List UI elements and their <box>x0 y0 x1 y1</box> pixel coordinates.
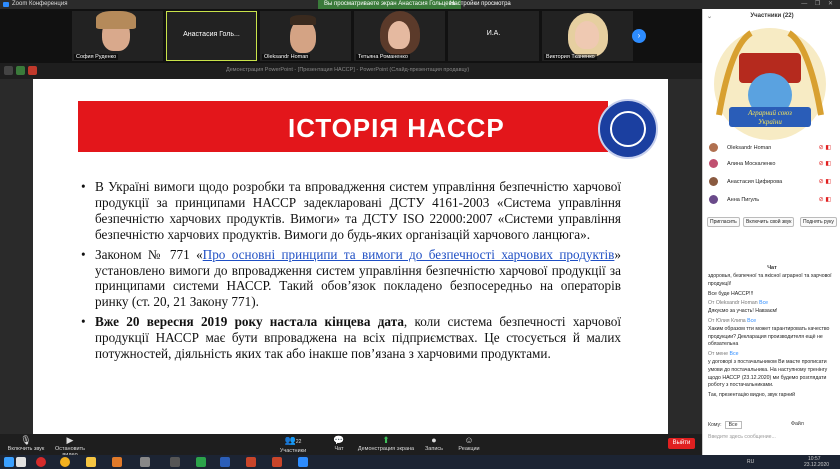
chat-message <box>708 351 836 390</box>
meeting-toolbar <box>0 434 702 455</box>
participant-name: Анастасия Цифирова <box>727 179 783 185</box>
chat-message <box>708 300 836 316</box>
language-indicator[interactable]: RU <box>747 459 755 465</box>
avatar <box>575 21 599 49</box>
bullet-dot-icon: • <box>81 314 86 330</box>
participant-row[interactable] <box>709 158 837 170</box>
agrarian-union-logo-icon <box>711 25 829 143</box>
muted-mic-icon: ⊘ ◧ <box>818 179 831 185</box>
host-icon <box>4 66 13 75</box>
share-screen-button[interactable] <box>355 435 417 452</box>
video-tile[interactable] <box>542 11 633 61</box>
chat-recipient: Все <box>747 317 757 324</box>
side-panel <box>702 9 840 455</box>
sharing-banner: Вы просматриваете экран Анастасия Гольцева <box>318 0 461 9</box>
chat-message <box>708 392 836 400</box>
participant-row[interactable] <box>709 142 837 154</box>
chat-message <box>708 318 836 349</box>
video-on-icon <box>16 66 25 75</box>
slide-title-banner <box>78 101 608 152</box>
chat-sender: От Юлия Клипа <box>708 317 746 324</box>
record-icon: ● <box>431 435 437 445</box>
video-tile[interactable] <box>448 11 539 61</box>
chat-text: Хаким образом тти может гарантировать качество продукции? Декларация производителя ещё не обязательна <box>708 325 830 348</box>
to-label: Кому: <box>708 422 722 428</box>
pdf-icon[interactable] <box>272 457 282 467</box>
deadline-text: Вже 20 вересня 2019 року настала кінцева дата <box>95 314 404 330</box>
chat-text: Все буде НАССР!!! <box>708 290 754 297</box>
chat-text: Так, презентацію видно, звук гарний <box>708 392 796 399</box>
bullet-text: , коли система безпечності харчової продукції НАССР має бути впроваджена на всіх підприємствах. Це стосується й малих потужностей, діяльність яких так або інакше пов’язана з харчовими продуктами. <box>95 314 621 362</box>
word-icon[interactable] <box>220 457 230 467</box>
participant-name: Тетьяна Романенко <box>358 54 408 60</box>
clock-time[interactable]: 10:57 <box>808 456 821 462</box>
folder-icon[interactable] <box>86 457 96 467</box>
chat-message <box>708 291 836 299</box>
chat-label: Чат <box>334 446 344 452</box>
participant-name: Анастасия Голь... <box>183 31 240 38</box>
presentation-slide <box>33 79 668 434</box>
bullet-item <box>81 179 621 243</box>
chat-message-input[interactable]: Введите здесь сообщение... <box>708 434 776 440</box>
app-icon[interactable] <box>170 457 180 467</box>
collapse-icon[interactable]: ⌄ <box>707 14 713 20</box>
share-label: Демонстрация экрана <box>357 446 415 452</box>
chat-button[interactable] <box>330 435 348 452</box>
emblem-ring <box>610 111 646 147</box>
unmute-button[interactable] <box>6 435 46 452</box>
participants-title: Участники (22) <box>750 13 794 19</box>
video-strip <box>0 9 702 63</box>
microphone-muted-icon: 🎙 <box>20 435 32 445</box>
chevron-right-icon: › <box>637 31 641 40</box>
window-titlebar <box>0 0 840 9</box>
chat-message <box>708 273 836 289</box>
app-icon[interactable] <box>112 457 122 467</box>
muted-mic-icon: ⊘ ◧ <box>818 161 831 167</box>
chat-text: Дякуємо за участь! Навзаєм! <box>708 308 778 315</box>
participants-header <box>703 13 840 19</box>
hair <box>96 11 136 29</box>
bullet-text: » установлено вимоги до впровадження систем управління безпечністю харчової продукції за принципами системи НАССР. Такий обов’язок покладено безпосередньо на операторів ринку (ст. 20, 21 Закону 771). <box>95 246 621 310</box>
reactions-button[interactable] <box>455 435 483 452</box>
bullet-item <box>81 247 621 311</box>
participants-count: 22 <box>295 439 302 445</box>
app-icon[interactable] <box>140 457 150 467</box>
powerpoint-icon[interactable] <box>246 457 256 467</box>
chat-messages <box>708 273 836 402</box>
slide-title: ІСТОРІЯ HACCP <box>288 113 505 143</box>
participant-name: Анна Пигуль <box>727 197 760 203</box>
smiley-icon: ☺ <box>464 435 474 445</box>
union-emblem-icon <box>598 99 658 159</box>
participant-name: Oleksandr Homan <box>264 54 309 60</box>
video-label: Остановить <box>54 446 86 452</box>
bullet-text: Законом № 771 « <box>95 246 203 262</box>
chat-header: Чат <box>767 265 777 271</box>
bullet-dot-icon: • <box>81 179 86 194</box>
zoom-icon[interactable] <box>298 457 308 467</box>
next-page-button[interactable] <box>632 29 646 43</box>
os-taskbar <box>0 455 840 469</box>
share-window-title: Демонстрация PowerPoint - [Презентация HACCP] - PowerPoint (Слайд-презентация продавцу) <box>226 67 470 73</box>
reactions-label: Реакции <box>458 446 480 452</box>
svg-text:Аграрний союз: Аграрний союз <box>748 109 792 117</box>
video-tile-active-speaker[interactable] <box>166 11 257 61</box>
chat-recipient: Все <box>759 300 769 307</box>
avatar <box>709 195 718 204</box>
chat-bubble-icon: 💬 <box>333 435 345 445</box>
unmute-self-button[interactable]: Включить свой звук <box>743 217 794 227</box>
video-camera-icon: ▶ <box>66 435 74 445</box>
chat-text: здоровья, безпечної та якісної аграрної та харчової продукції! <box>708 273 832 287</box>
participant-name: Алина Москаленко <box>727 161 776 167</box>
view-settings-button[interactable]: Настройки просмотра <box>450 1 511 7</box>
video-tile[interactable] <box>72 11 163 61</box>
participants-label: Участники <box>279 448 307 454</box>
muted-mic-icon: ⊘ ◧ <box>818 197 831 203</box>
utorrent-icon[interactable] <box>196 457 206 467</box>
windows-start-icon[interactable] <box>4 457 14 467</box>
participant-row[interactable] <box>709 176 837 188</box>
avatar <box>709 159 718 168</box>
app-title: Zoom Конференция <box>12 1 68 7</box>
avatar <box>388 21 410 49</box>
chat-recipient: Все <box>729 351 739 358</box>
participant-name: София Руденко <box>76 54 117 60</box>
video-tile[interactable] <box>354 11 445 61</box>
file-button[interactable]: Файл <box>791 421 804 427</box>
bullet-item <box>81 314 621 362</box>
share-info-bar <box>0 63 702 79</box>
window-controls[interactable]: — ❐ ✕ <box>801 1 836 7</box>
participant-row[interactable] <box>709 194 837 206</box>
leave-meeting-button[interactable]: Выйти <box>668 438 695 449</box>
svg-text:України: України <box>758 118 782 126</box>
explorer-icon[interactable] <box>16 457 26 467</box>
video-tile[interactable] <box>260 11 351 61</box>
bullet-text: В Україні вимоги щодо розробки та впровадження систем управління безпечністю харчової продукції за принципами НАССР задекларовані ДСТУ 4161-2003 «Система управління безпечністю харчових продуктів. Вимоги» та ДСТУ ISO 22000:2007 «Системи управління безпечністю харчових продуктів. Вимоги до будь-яких організацій харчового ланцюга». <box>95 179 621 242</box>
slide-bullet-list <box>81 179 621 366</box>
hair <box>290 15 316 25</box>
record-label: Запись <box>424 446 444 452</box>
participants-button[interactable] <box>278 435 308 454</box>
opera-icon[interactable] <box>36 457 46 467</box>
chat-recipient-selector <box>708 421 742 429</box>
chat-sender: От Oleksandr Homan <box>708 300 758 307</box>
zoom-logo-icon <box>3 2 9 7</box>
unmute-label: Включить звук <box>7 446 45 452</box>
bullet-dot-icon: • <box>81 246 86 262</box>
participant-name: Oleksandr Homan <box>727 145 772 151</box>
law-link[interactable]: Про основні принципи та вимоги до безпечності харчових продуктів <box>202 246 615 262</box>
chrome-icon[interactable] <box>60 457 70 467</box>
record-icon <box>28 66 37 75</box>
share-screen-icon: ⬆ <box>382 435 390 445</box>
avatar <box>709 143 718 152</box>
participant-name: Виктория Тканенко <box>546 54 595 60</box>
invite-button[interactable]: Пригласить <box>707 217 740 227</box>
recipient-dropdown[interactable]: Все <box>725 421 742 429</box>
chat-sender: От мене <box>708 351 729 358</box>
participant-name: И.А. <box>486 30 501 37</box>
participants-icon: 👥22 <box>284 435 302 445</box>
raise-hand-button[interactable]: Поднять руку <box>800 217 837 227</box>
record-button[interactable] <box>422 435 446 452</box>
chat-text: у договорі з постачальником Ви маєте прописати умови до постачальника. На наступному тренінгу щодо НАССР (23.12.2020) ми будемо розглядати роботу з постачальниками. <box>708 358 828 389</box>
clock-date[interactable]: 23.12.2020 <box>804 462 830 468</box>
muted-mic-icon: ⊘ ◧ <box>818 145 831 151</box>
avatar <box>709 177 718 186</box>
